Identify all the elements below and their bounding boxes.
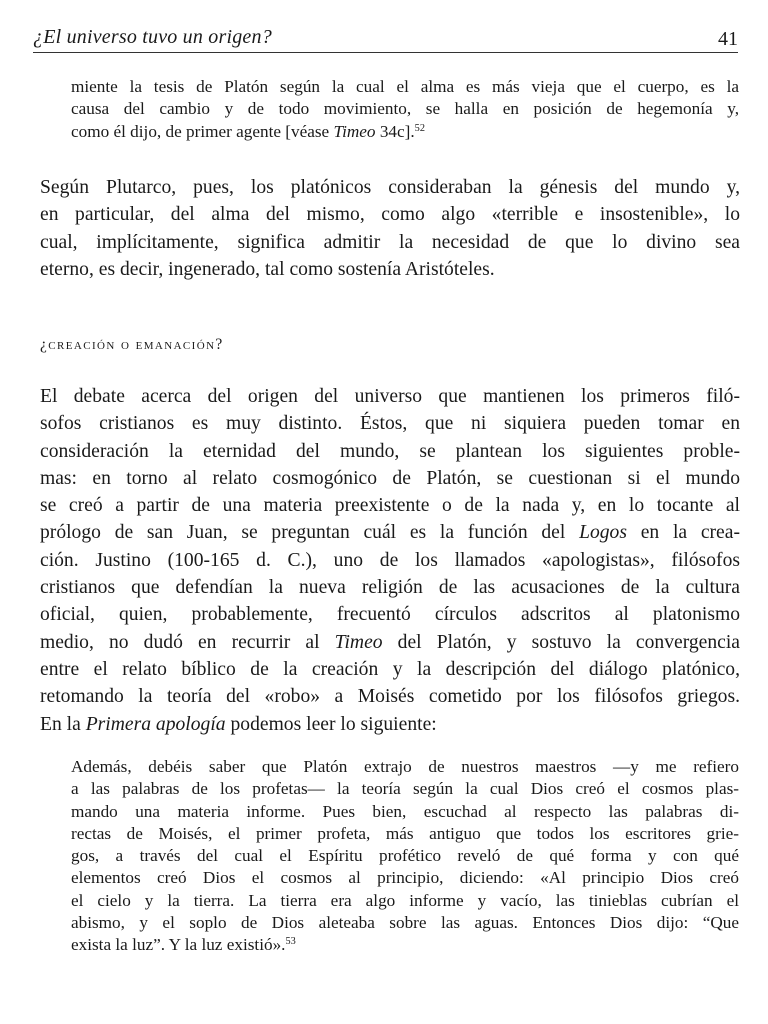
text-line: retomando la teoría del «robo» a Moisés cometido por los filósofos griegos.	[40, 686, 740, 708]
text-line	[40, 629, 740, 656]
footnote-ref: 52	[414, 122, 425, 134]
text-run: 34c].	[375, 121, 415, 141]
text-line	[40, 519, 740, 546]
running-header	[33, 22, 738, 53]
text-line: en particular, del alma del mismo, como algo «terrible e insostenible», lo	[40, 204, 740, 226]
block-quote-justino	[71, 756, 739, 957]
text-run: medio, no dudó en recurrir al	[40, 631, 335, 653]
page-number: 41	[718, 28, 738, 50]
text-line: Según Plutarco, pues, los platónicos consideraban la génesis del mundo y,	[40, 177, 740, 198]
text-line: sofos cristianos es muy distinto. Éstos, que ni siquiera pueden tomar en	[40, 413, 740, 435]
footnote-ref: 53	[285, 936, 296, 948]
text-line: mando una materia informe. Pues bien, escuchad al respecto las palabras di-	[71, 801, 739, 821]
work-title: Primera apología	[85, 713, 226, 735]
text-run: del Platón, y sostuvo la convergencia	[382, 631, 740, 653]
text-line: abismo, y el soplo de Dios aleteaba sobre las aguas. Entonces Dios dijo: “Que	[71, 913, 739, 933]
paragraph-debate	[40, 383, 740, 738]
text-run: prólogo de san Juan, se preguntan cuál es la función del	[40, 522, 580, 544]
running-title: ¿El universo tuvo un origen?	[33, 26, 272, 48]
text-line: consideración la eternidad del mundo, se plantean los siguientes proble-	[40, 440, 740, 462]
block-quote-plutarch	[71, 76, 739, 143]
text-line: causa del cambio y de todo movimiento, se halla en posición de hegemonía y,	[71, 99, 739, 119]
text-run: En la	[40, 713, 86, 735]
text-run: exista la luz”. Y la luz existió».	[71, 935, 286, 955]
text-line	[71, 934, 739, 956]
text-line: cristianos que defendían la nueva religión de las acusaciones de la cultura	[40, 577, 740, 599]
paragraph-plutarco	[40, 174, 740, 283]
text-line: gos, a través del cual el Espíritu profético reveló de qué forma y con qué	[71, 846, 739, 866]
text-line	[40, 711, 740, 738]
text-line: ción. Justino (100-165 d. C.), uno de los llamados «apologistas», filósofos	[40, 549, 740, 571]
text-line: se creó a partir de una materia preexistente o de la nada y, en lo tocante al	[40, 495, 740, 517]
text-line: cual, implícitamente, significa admitir la necesidad de que lo divino sea	[40, 231, 740, 253]
text-line: mas: en torno al relato cosmogónico de Platón, se cuestionan si el mundo	[40, 467, 740, 489]
text-line: a las palabras de los profetas— la teoría según la cual Dios creó el cosmos plas-	[71, 779, 739, 799]
text-run: en la crea-	[626, 522, 740, 544]
text-run: podemos leer lo siguiente:	[225, 713, 437, 735]
text-line: eterno, es decir, ingenerado, tal como sostenía Aristóteles.	[40, 258, 495, 280]
text-line: rectas de Moisés, el primer profeta, más antiguo que todos los escritores grie-	[71, 823, 739, 843]
text-line	[71, 121, 739, 143]
text-line: el cielo y la tierra. La tierra era algo informe y vacío, las tinieblas cubrían el	[71, 890, 739, 910]
text-line: entre el relato bíblico de la creación y la descripción del diálogo platónico,	[40, 658, 740, 680]
section-heading: ¿creación o emanación?	[40, 336, 224, 353]
text-run: como él dijo, de primer agente [véase	[71, 121, 334, 141]
term-logos: Logos	[579, 522, 627, 544]
text-line: miente la tesis de Platón según la cual el alma es más vieja que el cuerpo, es la	[71, 77, 739, 96]
work-title: Timeo	[334, 631, 383, 653]
text-line: elementos creó Dios el cosmos al principio, diciendo: «Al principio Dios creó	[71, 868, 739, 888]
work-title: Timeo	[333, 121, 376, 141]
text-line: oficial, quien, probablemente, frecuentó círculos adscritos al platonismo	[40, 604, 740, 626]
text-line: El debate acerca del origen del universo que mantienen los primeros filó-	[40, 386, 740, 407]
text-line: Además, debéis saber que Platón extrajo de nuestros maestros —y me refiero	[71, 757, 739, 776]
